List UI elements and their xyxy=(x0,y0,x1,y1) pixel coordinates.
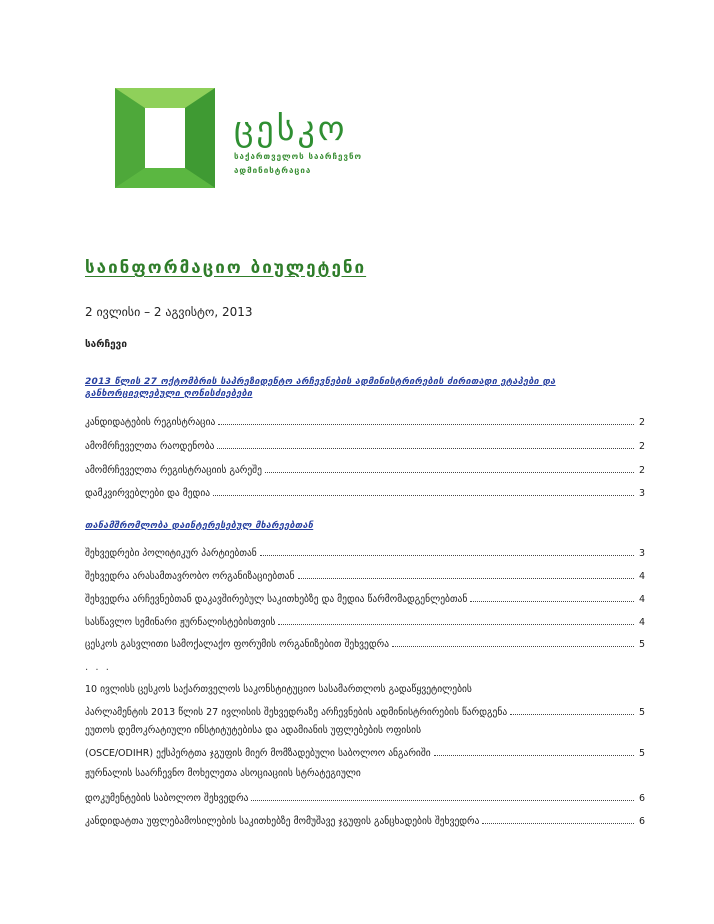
toc-leader xyxy=(217,448,634,449)
toc-row[interactable] xyxy=(85,745,645,759)
toc-row[interactable] xyxy=(85,813,645,827)
toc-row[interactable] xyxy=(85,414,645,428)
toc-label: შეხვედრა არჩევნებთან დაკავშირებულ საკითხებზე და მედია წარმომადგენლებთან xyxy=(85,594,468,605)
toc-page: 6 xyxy=(638,793,645,804)
toc-label: შეხვედრები პოლიტიკურ პარტიებთან xyxy=(85,548,257,559)
section-link-election-administration[interactable]: 2013 წლის 27 ოქტომბრის საპრეზიდენტო არჩევნების ადმინისტრირების ძირითადი ეტაპები და განხორციელებული ღონისძიებები xyxy=(85,377,556,399)
toc-label: სასწავლო სემინარი ჟურნალისტებისთვის xyxy=(85,617,276,628)
toc-leader xyxy=(470,601,634,602)
toc-row[interactable] xyxy=(85,704,645,718)
toc-label: ამომრჩეველთა რეგისტრაციის გარეშე xyxy=(85,465,262,476)
toc-page: 3 xyxy=(638,548,645,559)
toc-leader xyxy=(298,578,634,579)
section-link-stakeholders[interactable]: თანამშრომლობა დაინტერესებულ მხარეებთან xyxy=(85,521,314,531)
toc-page: 3 xyxy=(638,488,645,499)
toc-leader xyxy=(434,755,634,756)
toc-leader xyxy=(510,714,634,715)
toc-label: კანდიდატთა უფლებამოსილების საკითხებზე მომუშავე ჯგუფის განცხადების შეხვედრა xyxy=(85,816,480,827)
toc-leader xyxy=(260,555,634,556)
toc-leader xyxy=(265,472,634,473)
toc-leader xyxy=(218,424,634,425)
toc-page: 4 xyxy=(638,617,645,628)
toc-row[interactable] xyxy=(85,591,645,605)
toc-row[interactable] xyxy=(85,790,645,804)
toc-row[interactable] xyxy=(85,568,645,582)
cesko-logo-icon xyxy=(115,88,215,188)
toc-label: დამკვირვებლები და მედია xyxy=(85,488,211,499)
toc-label: დოკუმენტების საბოლოო შეხვედრა xyxy=(85,793,249,804)
toc-row[interactable] xyxy=(85,485,645,499)
paragraph-line: 10 ივლისს ცესკოს საქართველოს საკონსტიტუციო სასამართლოს გადაწყვეტილების xyxy=(85,684,472,695)
logo-subtitle-line1: საქართველოს საარჩევნო xyxy=(234,152,363,161)
toc-page: 2 xyxy=(638,417,645,428)
toc-leader xyxy=(251,800,634,801)
toc-page: 5 xyxy=(638,748,645,759)
toc-row[interactable] xyxy=(85,462,645,476)
toc-label: კანდიდატების რეგისტრაცია xyxy=(85,417,216,428)
toc-label: პარლამენტის 2013 წლის 27 ივლისის შეხვედრაზე არჩევნების ადმინისტრირების წარდგენა xyxy=(85,707,508,718)
toc-label: ამომრჩეველთა რაოდენობა xyxy=(85,441,215,452)
toc-row[interactable] xyxy=(85,614,645,628)
logo-text-block xyxy=(234,110,362,176)
toc-label: შეხვედრა არასამთავრობო ორგანიზაციებთან xyxy=(85,571,295,582)
paragraph-line: ჟურნალის საარჩევნო მოხელეთა ასოციაციის სტრატეგიული xyxy=(85,768,361,779)
toc-leader xyxy=(392,646,634,647)
toc-page: 2 xyxy=(638,465,645,476)
toc-page: 6 xyxy=(638,816,645,827)
logo-name: ცესკო xyxy=(234,109,348,149)
toc-page: 5 xyxy=(638,707,645,718)
toc-page: 5 xyxy=(638,639,645,650)
toc-leader xyxy=(278,624,634,625)
toc-leader xyxy=(482,823,634,824)
paragraph-line: ეუთოს დემოკრატიული ინსტიტუტებისა და ადამიანის უფლებების ოფისის xyxy=(85,725,422,736)
toc-label: ცესკოს გასვლითი სამოქალაქო ფორუმის ორგანიზებით შეხვედრა xyxy=(85,639,390,650)
toc-row[interactable] xyxy=(85,545,645,559)
toc-page: 4 xyxy=(638,571,645,582)
date-range: 2 ივლისი – 2 აგვისტო, 2013 xyxy=(85,305,253,319)
toc-label: (OSCE/ODIHR) ექსპერტთა ჯგუფის მიერ მომზადებული საბოლოო ანგარიში xyxy=(85,748,431,759)
ellipsis: . . . xyxy=(85,662,111,673)
toc-row[interactable] xyxy=(85,636,645,650)
contents-heading: სარჩევი xyxy=(85,339,127,350)
toc-page: 4 xyxy=(638,594,645,605)
toc-leader xyxy=(213,495,634,496)
toc-page: 2 xyxy=(638,441,645,452)
document-title: საინფორმაციო ბიულეტენი xyxy=(85,258,367,278)
logo-subtitle-line2: ადმინისტრაცია xyxy=(234,166,312,175)
toc-row[interactable] xyxy=(85,438,645,452)
